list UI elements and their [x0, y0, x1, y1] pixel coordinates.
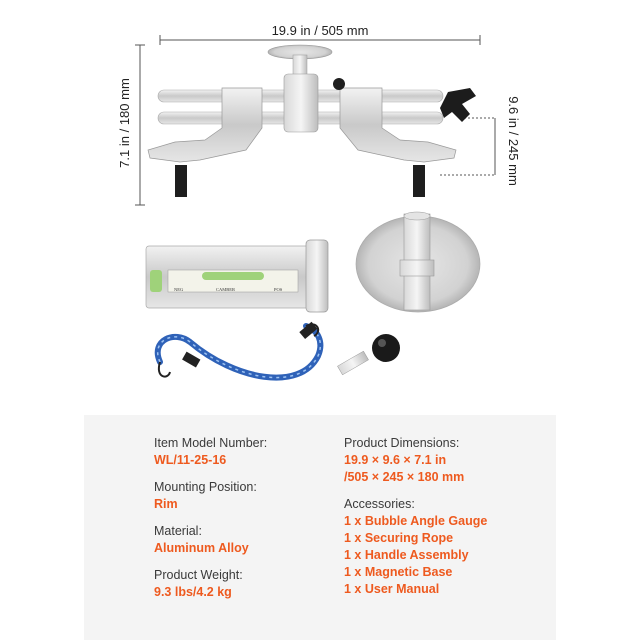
- accessory-item: 1 x Handle Assembly: [344, 548, 469, 562]
- accessory-item: 1 x User Manual: [344, 582, 440, 596]
- height-dimension: 7.1 in / 180 mm: [117, 78, 132, 168]
- weight-label: Product Weight:: [154, 568, 243, 582]
- gauge-camber-label: CAMBER: [216, 287, 236, 292]
- accessory-item: 1 x Bubble Angle Gauge: [344, 514, 488, 528]
- gauge-pos-label: POS: [274, 287, 283, 292]
- securing-rope: [158, 322, 321, 378]
- dimensions-value-imperial: 19.9 × 9.6 × 7.1 in: [344, 453, 447, 467]
- gauge-neg-label: NEG: [174, 287, 184, 292]
- magnetic-base: [356, 212, 480, 312]
- width-dimension: 19.9 in / 505 mm: [271, 23, 369, 38]
- depth-dimension: 9.6 in / 245 mm: [506, 96, 521, 186]
- weight-value: 9.3 lbs/4.2 kg: [154, 585, 232, 599]
- mounting-value: Rim: [154, 497, 178, 511]
- spec-column-left: [154, 435, 267, 601]
- model-label: Item Model Number:: [154, 436, 268, 450]
- mounting-label: Mounting Position:: [154, 480, 257, 494]
- material-value: Aluminum Alloy: [154, 541, 249, 555]
- bubble-angle-gauge: [146, 240, 328, 312]
- accessory-item: 1 x Magnetic Base: [344, 565, 453, 579]
- material-label: Material:: [154, 524, 202, 538]
- accessories-label: Accessories:: [344, 497, 415, 511]
- alignment-tool-main: [148, 45, 476, 197]
- dimensions-value-metric: /505 × 245 × 180 mm: [344, 470, 465, 484]
- handle-assembly: [338, 334, 400, 375]
- accessory-item: 1 x Securing Rope: [344, 531, 454, 545]
- model-value: WL/11-25-16: [154, 453, 227, 467]
- spec-column-right: [344, 435, 487, 598]
- spec-panel: [84, 415, 556, 640]
- dimensions-label: Product Dimensions:: [344, 436, 460, 450]
